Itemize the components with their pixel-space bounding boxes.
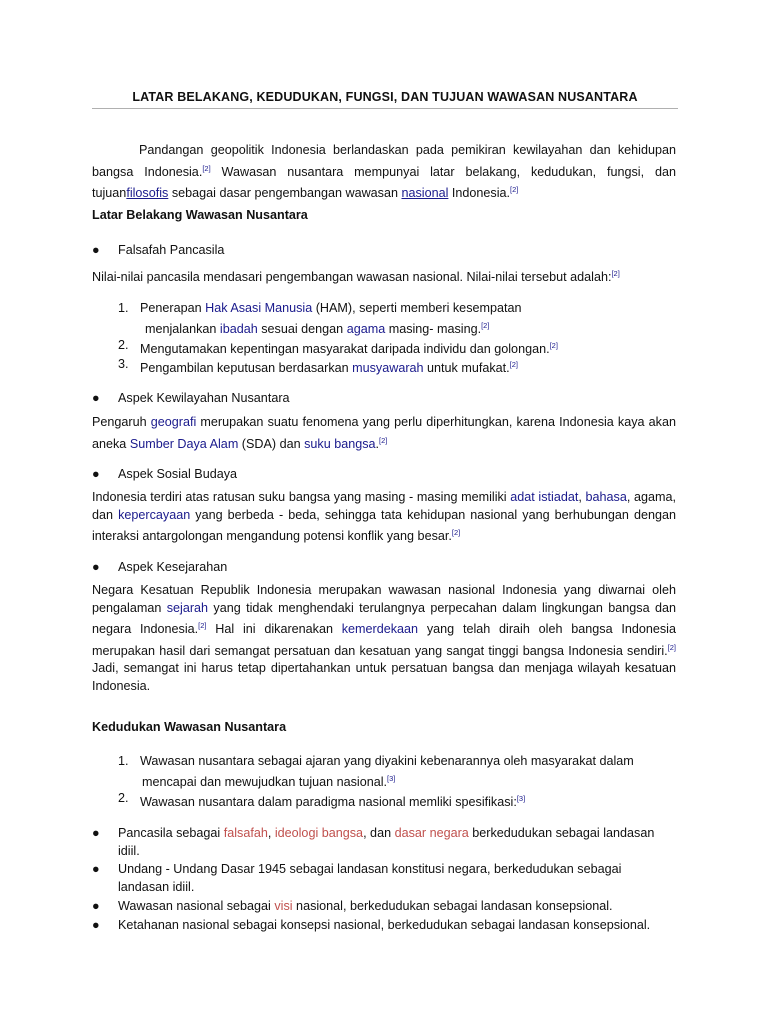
list-text: menjalankan: [145, 322, 220, 337]
citation-link[interactable]: [2]: [202, 163, 211, 173]
paragraph-text: Pengaruh: [92, 415, 151, 429]
list-text: (HAM), seperti memberi kesempatan: [312, 301, 522, 315]
link-dasar-negara[interactable]: dasar negara: [394, 826, 469, 840]
list-number: 2.: [118, 791, 129, 805]
bullet-label: Aspek Sosial Budaya: [118, 467, 238, 481]
link-agama[interactable]: agama: [346, 322, 386, 337]
section-heading-kedudukan: Kedudukan Wawasan Nusantara: [92, 720, 287, 734]
list-text: Mengutamakan kepentingan masyarakat daripada individu dan golongan.: [140, 342, 550, 357]
bullet-icon: ●: [92, 391, 100, 405]
list-number: 1.: [118, 754, 129, 768]
citation-link[interactable]: [2]: [451, 528, 461, 537]
paragraph-text: Jadi, semangat ini harus tetap dipertahankan untuk persatuan bangsa dan menjaga wilayah kesatuan Indonesia.: [92, 661, 676, 693]
paragraph-kewilayahan: [92, 414, 676, 453]
paragraph-text: Negara Kesatuan Republik Indonesia merupakan wawasan nasional Indonesia yang diwarnai oleh pengalaman: [92, 583, 676, 615]
citation-link[interactable]: [2]: [379, 435, 388, 445]
link-musyawarah[interactable]: musyawarah: [352, 361, 424, 376]
link-kemerdekaan[interactable]: kemerdekaan: [341, 622, 419, 637]
paragraph-text: (SDA) dan: [238, 436, 305, 451]
list-text: mencapai dan mewujudkan tujuan nasional.: [142, 775, 388, 790]
link-visi[interactable]: visi: [274, 899, 293, 913]
document-title: LATAR BELAKANG, KEDUDUKAN, FUNGSI, DAN TUJUAN WAWASAN NUSANTARA: [132, 90, 638, 104]
bullet-icon: ●: [92, 899, 100, 913]
list-number: 1.: [118, 301, 129, 315]
bullet-icon: ●: [92, 918, 100, 932]
intro-text-4: Indonesia.: [448, 186, 511, 201]
list-text: nasional, berkedudukan sebagai landasan konsepsional.: [292, 899, 613, 913]
list-text: masing- masing.: [385, 322, 482, 337]
citation-link[interactable]: [2]: [667, 642, 676, 652]
paragraph-text: , agama, dan: [92, 490, 677, 522]
bullet-icon: ●: [92, 243, 100, 257]
intro-text-1: Pandangan geopolitik Indonesia berlandaskan pada pemikiran kewilayahan dan kehidupan bangsa Indonesia.: [92, 143, 676, 179]
list-text: landasan idiil.: [118, 880, 195, 894]
list-text: Pengambilan keputusan berdasarkan: [140, 361, 353, 376]
list-text: Wawasan nusantara dalam paradigma nasional memliki spesifikasi:: [140, 795, 517, 810]
citation-link[interactable]: [2]: [198, 621, 207, 630]
paragraph-text: merupakan suatu fenomena yang perlu diperhitungkan, karena Indonesia kaya akan aneka: [92, 415, 676, 451]
bullet-label: Falsafah Pancasila: [118, 243, 225, 257]
list-number: 3.: [118, 357, 129, 371]
list-text: Pancasila sebagai: [118, 826, 224, 840]
link-suku-bangsa[interactable]: suku bangsa: [304, 436, 376, 451]
list-text: berkedudukan sebagai landasan: [468, 826, 655, 840]
list-text: , dan: [363, 826, 395, 840]
list-text: Ketahanan nasional sebagai konsepsi nasional, berkedudukan sebagai landasan konsepsional.: [118, 918, 651, 932]
bullet-icon: ●: [92, 826, 100, 840]
paragraph-nilai-pancasila: [92, 265, 676, 287]
title-divider: [92, 108, 678, 109]
link-falsafah[interactable]: falsafah: [223, 826, 268, 840]
link-kepercayaan[interactable]: kepercayaan: [118, 507, 191, 522]
intro-text-2: Wawasan nusantara mempunyai latar belakang, kedudukan, fungsi, dan tujuan: [92, 164, 676, 201]
paragraph-text: yang telah diraih oleh bangsa Indonesia merupakan hasil dari semangat persatuan dan kesatuan yang sangat tinggi bangsa Indonesia sendiri.: [92, 622, 676, 658]
link-filosofis[interactable]: filosofis: [126, 186, 169, 201]
bullet-label: Aspek Kesejarahan: [118, 560, 228, 574]
paragraph-text: Hal ini dikarenakan: [206, 622, 342, 637]
list-text: Undang - Undang Dasar 1945 sebagai landasan konstitusi negara, berkedudukan sebagai: [118, 862, 622, 876]
bullet-icon: ●: [92, 560, 100, 574]
list-text: ,: [267, 826, 275, 840]
link-bahasa[interactable]: bahasa: [585, 490, 627, 504]
bullet-icon: ●: [92, 467, 100, 481]
list-text: Wawasan nusantara sebagai ajaran yang diyakini kebenarannya oleh masyarakat dalam: [140, 754, 634, 768]
citation-link[interactable]: [2]: [611, 269, 620, 278]
link-sumber-daya-alam[interactable]: Sumber Daya Alam: [129, 436, 239, 451]
paragraph-text: ,: [578, 490, 586, 504]
link-geografi[interactable]: geografi: [150, 415, 197, 429]
paragraph-kesejarahan: [92, 582, 676, 695]
list-text: Wawasan nasional sebagai: [118, 899, 275, 913]
citation-link[interactable]: [2]: [509, 360, 518, 369]
section-heading-latar-belakang: Latar Belakang Wawasan Nusantara: [92, 208, 308, 222]
list-text: idiil.: [118, 844, 140, 858]
link-adat-istiadat[interactable]: adat istiadat: [510, 490, 579, 504]
citation-link[interactable]: [2]: [549, 341, 558, 350]
paragraph-text: Indonesia terdiri atas ratusan suku bangsa yang masing - masing memiliki: [92, 490, 511, 504]
citation-link[interactable]: [2]: [481, 321, 490, 330]
list-text: untuk mufakat.: [423, 361, 510, 376]
paragraph-text: .: [375, 436, 380, 451]
list-text: Penerapan: [140, 301, 206, 315]
bullet-icon: ●: [92, 862, 100, 876]
paragraph-text: Nilai-nilai pancasila mendasari pengembangan wawasan nasional. Nilai-nilai tersebut adalah:: [92, 270, 612, 285]
intro-paragraph: [92, 142, 676, 203]
list-number: 2.: [118, 338, 129, 352]
link-nasional[interactable]: nasional: [401, 186, 449, 201]
link-sejarah[interactable]: sejarah: [166, 600, 209, 615]
paragraph-text: yang tidak menghendaki terulangnya perpecahan dalam lingkungan bangsa dan negara Indonesia.: [92, 600, 676, 637]
link-hak-asasi-manusia[interactable]: Hak Asasi Manusia: [205, 301, 313, 315]
citation-link[interactable]: [3]: [387, 774, 396, 783]
citation-link[interactable]: [2]: [510, 185, 519, 195]
link-ideologi-bangsa[interactable]: ideologi bangsa: [274, 826, 364, 840]
link-ibadah[interactable]: ibadah: [219, 322, 258, 337]
intro-text-3: sebagai dasar pengembangan wawasan: [168, 186, 402, 201]
list-text: sesuai dengan: [257, 322, 347, 337]
paragraph-sosial-budaya: [92, 489, 676, 546]
bullet-label: Aspek Kewilayahan Nusantara: [118, 391, 290, 405]
citation-link[interactable]: [3]: [516, 794, 526, 803]
paragraph-text: yang berbeda - beda, sehingga tata kehidupan nasional yang berhubungan dengan interaksi antargolongan mengandung potensi konflik yang besar.: [92, 507, 677, 544]
